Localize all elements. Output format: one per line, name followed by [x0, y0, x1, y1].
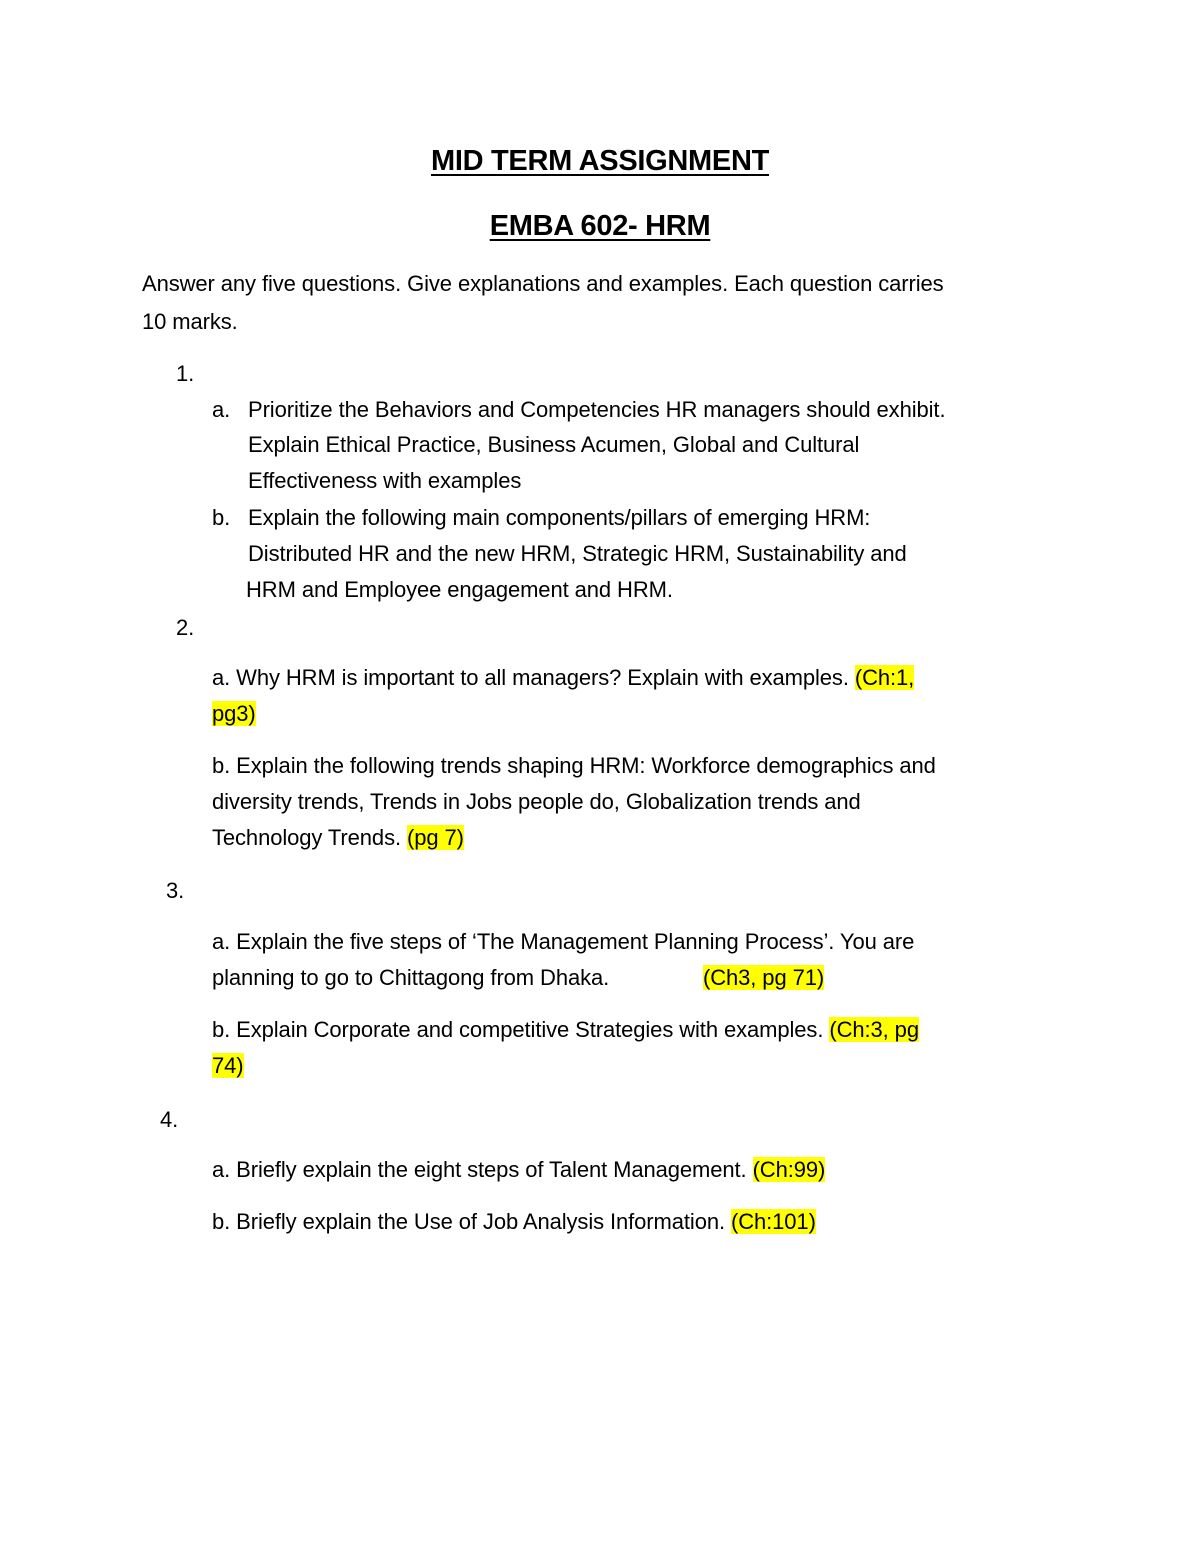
question-1a-line-2: Explain Ethical Practice, Business Acumen, Global and Cultural [248, 432, 860, 457]
question-1b-line-1: Explain the following main components/pillars of emerging HRM: [248, 505, 871, 530]
reference-highlight: (Ch:1, [854, 665, 915, 690]
reference-highlight: (Ch:101) [731, 1209, 816, 1234]
question-3a-reference [703, 964, 824, 992]
question-3b-line-1 [212, 1016, 919, 1044]
question-4b-line-1 [212, 1208, 816, 1236]
question-1a-line-3: Effectiveness with examples [248, 468, 522, 493]
question-3b-text: b. Explain Corporate and competitive Strategies with examples. [212, 1017, 830, 1042]
reference-highlight: (pg 7) [407, 825, 464, 850]
question-2-number: 2. [176, 615, 195, 640]
question-4b-text: b. Briefly explain the Use of Job Analysis Information. [212, 1209, 731, 1234]
question-3a-line-1: a. Explain the five steps of ‘The Management Planning Process’. You are [212, 929, 915, 954]
question-2b-line-2: diversity trends, Trends in Jobs people do, Globalization trends and [212, 789, 861, 814]
question-1-number: 1. [176, 361, 195, 386]
question-3b-line-2 [212, 1052, 244, 1080]
reference-highlight: (Ch3, pg 71) [703, 965, 825, 990]
question-2b-line-3 [212, 824, 464, 852]
question-4-number: 4. [160, 1107, 179, 1132]
question-3-number: 3. [166, 878, 185, 903]
reference-highlight: (Ch:99) [752, 1157, 826, 1182]
question-1b-line-2: Distributed HR and the new HRM, Strategic HRM, Sustainability and [248, 541, 907, 566]
question-1b-line-3: HRM and Employee engagement and HRM. [246, 577, 673, 602]
question-2a-line-1 [212, 664, 914, 692]
question-1a-label: a. [212, 397, 231, 422]
question-1b-label: b. [212, 505, 231, 530]
instructions-line-2: 10 marks. [142, 309, 238, 334]
question-2a-text: a. Why HRM is important to all managers? Explain with examples. [212, 665, 855, 690]
reference-highlight: 74) [212, 1053, 244, 1078]
document-title: MID TERM ASSIGNMENT [431, 145, 769, 177]
course-title: EMBA 602- HRM [489, 210, 711, 242]
question-4a-text: a. Briefly explain the eight steps of Talent Management. [212, 1157, 753, 1182]
question-1a-line-1: Prioritize the Behaviors and Competencies HR managers should exhibit. [248, 397, 946, 422]
instructions-line-1: Answer any five questions. Give explanations and examples. Each question carries [142, 271, 944, 296]
reference-highlight: (Ch:3, pg [829, 1017, 919, 1042]
question-3a-line-2: planning to go to Chittagong from Dhaka. [212, 965, 610, 990]
question-2a-line-2 [212, 700, 256, 728]
reference-highlight: pg3) [212, 701, 256, 726]
question-2b-line-1: b. Explain the following trends shaping HRM: Workforce demographics and [212, 753, 936, 778]
question-2b-text: Technology Trends. [212, 825, 407, 850]
question-4a-line-1 [212, 1156, 825, 1184]
